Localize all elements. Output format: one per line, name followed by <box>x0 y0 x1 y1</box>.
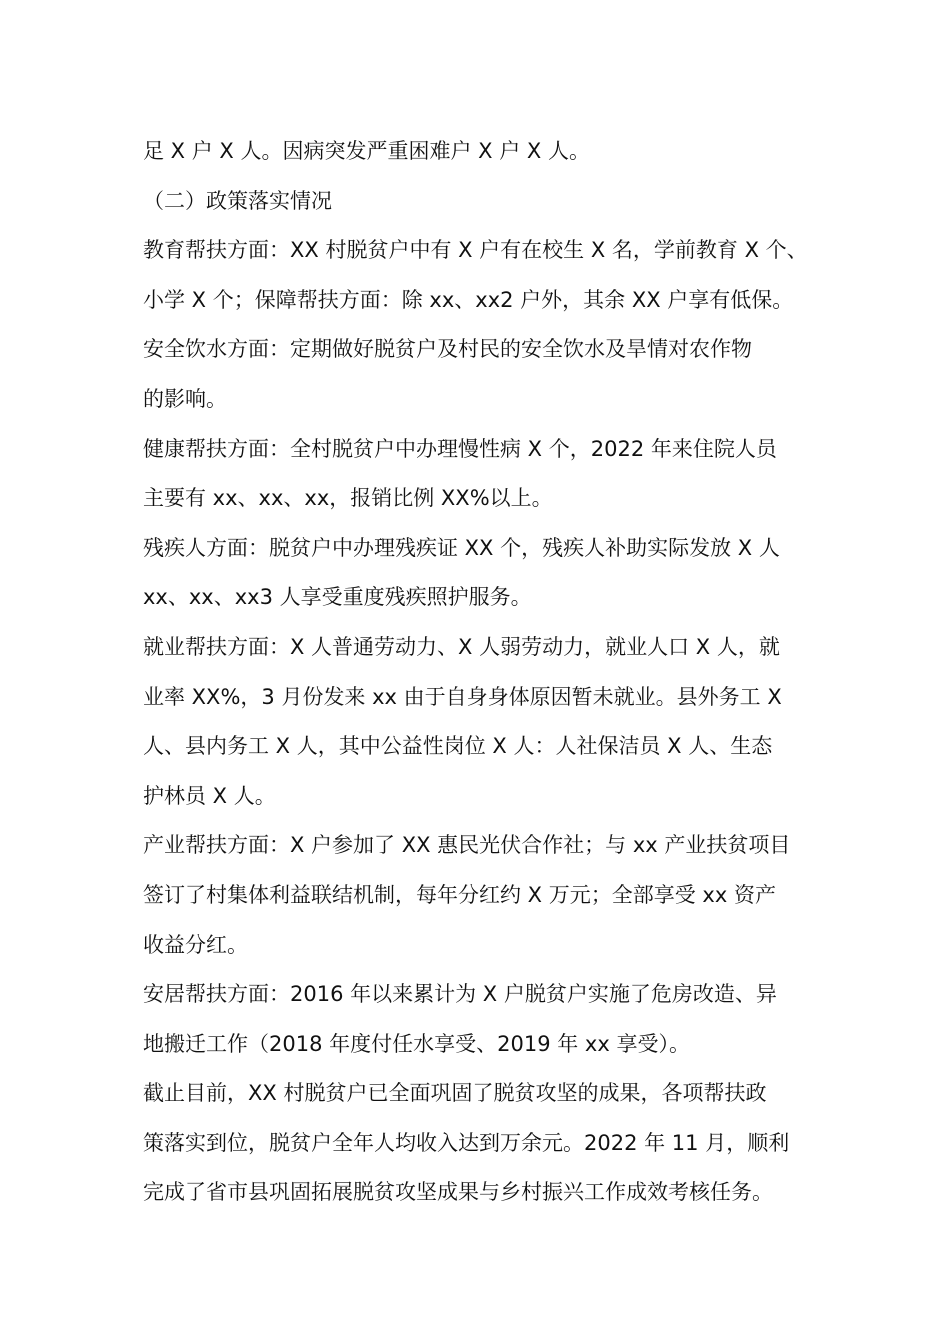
text-line: 安居帮扶方面：2016 年以来累计为 X 户脱贫户实施了危房改造、异 <box>143 982 777 1007</box>
text-line: 人、县内务工 X 人，其中公益性岗位 X 人：人社保洁员 X 人、生态 <box>143 734 773 759</box>
text-line: 策落实到位，脱贫户全年人均收入达到万余元。2022 年 11 月，顺利 <box>143 1130 790 1155</box>
text-line: 截止目前，XX 村脱贫户已全面巩固了脱贫攻坚的成果，各项帮扶政 <box>143 1081 767 1106</box>
text-line: 安全饮水方面：定期做好脱贫户及村民的安全饮水及旱情对农作物 <box>143 337 752 362</box>
section-heading: （二）政策落实情况 <box>143 188 332 213</box>
text-line: 签订了村集体利益联结机制，每年分红约 X 万元；全部享受 xx 资产 <box>143 882 776 907</box>
text-line: 足 X 户 X 人。因病突发严重困难户 X 户 X 人。 <box>143 139 590 163</box>
text-line: 产业帮扶方面：X 户参加了 XX 惠民光伏合作社；与 xx 产业扶贫项目 <box>143 833 791 858</box>
text-line: 教育帮扶方面：XX 村脱贫户中有 X 户有在校生 X 名，学前教育 X 个、 <box>143 238 808 263</box>
document-body <box>143 127 823 1218</box>
text-line: 健康帮扶方面：全村脱贫户中办理慢性病 X 个，2022 年来住院人员 <box>143 436 777 461</box>
text-line: 小学 X 个；保障帮扶方面：除 xx、xx2 户外，其余 XX 户享有低保。 <box>143 287 794 312</box>
text-line: 护林员 X 人。 <box>143 783 276 808</box>
text-line: 的影响。 <box>143 386 227 411</box>
text-line: xx、xx、xx3 人享受重度残疾照护服务。 <box>143 585 532 610</box>
text-line: 就业帮扶方面：X 人普通劳动力、X 人弱劳动力，就业人口 X 人，就 <box>143 634 780 659</box>
text-line: 完成了省市县巩固拓展脱贫攻坚成果与乡村振兴工作成效考核任务。 <box>143 1180 773 1205</box>
text-line: 残疾人方面：脱贫户中办理残疾证 XX 个，残疾人补助实际发放 X 人 <box>143 535 780 560</box>
text-line: 地搬迁工作（2018 年度付任水享受、2019 年 xx 享受）。 <box>143 1031 690 1056</box>
text-line: 主要有 xx、xx、xx，报销比例 XX%以上。 <box>143 486 553 511</box>
text-line: 收益分红。 <box>143 932 248 957</box>
text-line: 业率 XX%，3 月份发来 xx 由于自身身体原因暂未就业。县外务工 X <box>143 684 782 709</box>
